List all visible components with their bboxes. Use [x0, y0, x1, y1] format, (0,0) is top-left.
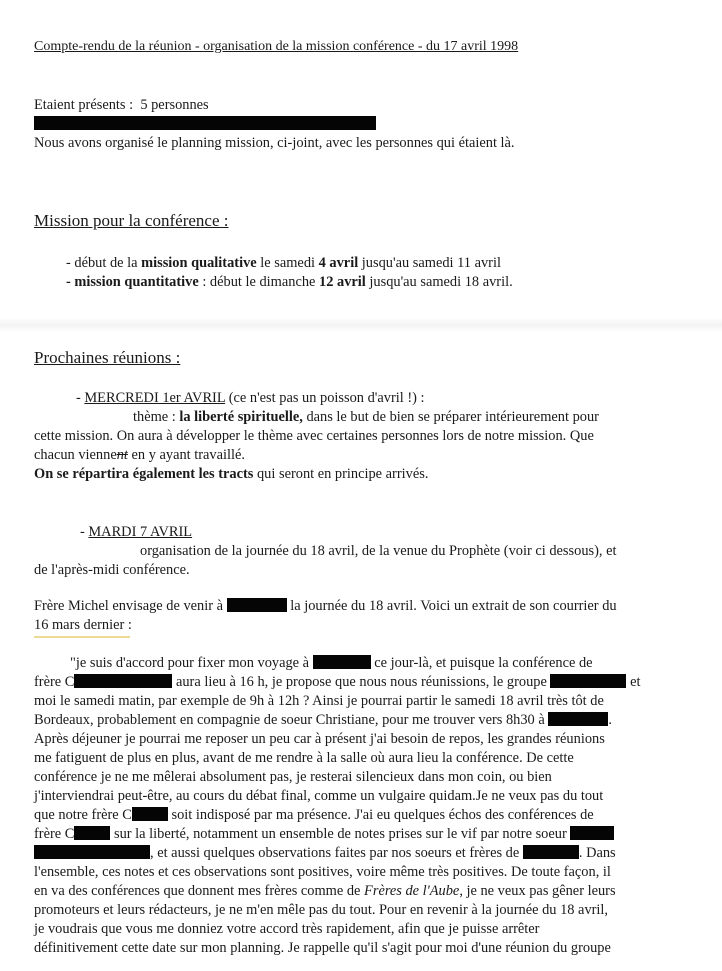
text-span: - [80, 524, 89, 540]
redacted-name [570, 826, 614, 840]
quote-line: je voudrais que vous me donniez votre accord très rapidement, afin que je puisse arrêter [34, 921, 540, 937]
quote-line: définitivement cette date sur mon planning. Je rappelle qu'il s'agit pour moi d'une réunion du groupe [34, 940, 611, 956]
redacted-name [74, 826, 110, 840]
quote-line: conférence je ne me mêlerai absolument pas, je resterai silencieux dans mon coin, ou bien [34, 769, 552, 785]
text-span: jusqu'au samedi 11 avril [358, 255, 501, 271]
text-span: , je ne veux pas gêner leurs [459, 883, 616, 899]
text-span: le samedi [256, 255, 319, 271]
mission-qualitative-date: 4 avril [318, 255, 359, 271]
text-span: - [76, 390, 85, 406]
text-span: . Dans [578, 845, 616, 861]
theme-name: la liberté spirituelle, [179, 409, 303, 425]
text-span: sur la liberté, notamment un ensemble de notes prises sur le vif par notre soeur [113, 826, 567, 842]
text-span: la journée du 18 avril. Voici un extrait de son courrier du [290, 598, 617, 614]
attendees-line [34, 96, 209, 114]
text-span: thème : [133, 409, 180, 425]
text-span: - début de la [66, 255, 142, 271]
text-span: , et aussi quelques observations faites par nos soeurs et frères de [150, 845, 520, 861]
mission-quantitative-date: 12 avril [319, 274, 366, 290]
text-span: : début le dimanche [198, 274, 320, 290]
quote-line [34, 825, 614, 843]
quote-line [34, 711, 612, 729]
quote-line [34, 882, 616, 900]
attendees-count: 5 personnes [140, 97, 209, 113]
attendees-label: Etaient présents : [34, 97, 134, 113]
text-span: aura lieu à 16 h, je propose que nous nous réunissions, le groupe [175, 674, 547, 690]
text-span: chacun vienne [34, 447, 117, 463]
publication-title: Frères de l'Aube [364, 883, 460, 899]
quote-line: j'interviendrai peut-être, au cours du débat final, comme un vulgaire quidam.Je ne veux pas du tout [34, 788, 604, 804]
quote-line: me fatiguent de plus en plus, avant de me rendre à la salle où aura lieu la conférence. De cette [34, 750, 574, 766]
quote-line [34, 806, 594, 824]
tuesday-text-line: de l'après-midi conférence. [34, 562, 190, 578]
tracts-label: On se répartira également les tracts [34, 466, 254, 482]
quote-line [34, 844, 616, 862]
text-span: frère C [34, 826, 75, 842]
text-span: "je suis d'accord pour fixer mon voyage à [70, 655, 310, 671]
wednesday-text-line [34, 446, 245, 464]
text-span: en va des conférences que donnent mes frères comme de [34, 883, 365, 899]
text-span: frère C [34, 674, 75, 690]
wednesday-text-line: cette mission. On aura à développer le thème avec certaines personnes lors de notre mission. Que [34, 428, 594, 444]
text-span: Bordeaux, probablement en compagnie de soeur Christiane, pour me trouver vers 8h30 à [34, 712, 545, 728]
wednesday-theme-line [133, 408, 599, 426]
mission-quantitative-line [66, 273, 513, 291]
redacted-name [74, 674, 172, 688]
quote-line: l'ensemble, ces notes et ces observations sont positives, voire même très positives. De toute façon, il [34, 864, 611, 880]
text-span: que notre frère C [34, 807, 132, 823]
meetings-heading: Prochaines réunions : [34, 348, 181, 367]
frere-michel-line [34, 597, 617, 615]
quote-line: Après déjeuner je pourrai me reposer un peu car à présent j'ai besoin de repos, les grandes réunions [34, 731, 605, 747]
text-span: qui seront en principe arrivés. [253, 466, 429, 482]
text-span: en y ayant travaillé. [127, 447, 245, 463]
text-span: ce jour-là, et puisque la conférence de [374, 655, 593, 671]
text-span: dans le but de bien se préparer intérieurement pour [302, 409, 599, 425]
redacted-attendee-names [34, 116, 376, 130]
mission-quantitative-label: - mission quantitative [66, 274, 199, 290]
planning-sentence: Nous avons organisé le planning mission, ci-joint, avec les personnes qui étaient là. [34, 135, 515, 151]
document-title: Compte-rendu de la réunion - organisation de la mission conférence - du 17 avril 1998 [34, 39, 519, 54]
redacted-group [550, 674, 626, 688]
wednesday-meeting-line [76, 389, 425, 407]
mission-heading: Mission pour la conférence : [34, 211, 229, 230]
text-span: jusqu'au samedi 18 avril. [365, 274, 513, 290]
text-span: soit indisposé par ma présence. J'ai eu quelques échos des conférences de [171, 807, 594, 823]
highlighter-mark [34, 636, 130, 638]
handwritten-correction: nt [116, 447, 128, 463]
redacted-place [227, 598, 287, 612]
redacted-name [34, 845, 150, 859]
tracts-line [34, 465, 428, 483]
redacted-place [523, 845, 579, 859]
redacted-place [548, 712, 608, 726]
mission-qualitative-label: mission qualitative [141, 255, 257, 271]
letter-date-line: 16 mars dernier : [34, 617, 132, 633]
redacted-place [313, 655, 371, 669]
page-fold [0, 318, 722, 332]
quote-line [34, 673, 640, 691]
text-span: . [608, 712, 612, 728]
mission-qualitative-line [66, 254, 501, 272]
wednesday-date: MERCREDI 1er AVRIL [84, 390, 226, 406]
text-span: et [630, 674, 641, 690]
quote-line: promoteurs et leurs rédacteurs, je ne m'en mêle pas du tout. Pour en revenir à la journée du 18 avril, [34, 902, 609, 918]
tuesday-meeting-line [80, 523, 192, 541]
text-span: (ce n'est pas un poisson d'avril !) : [225, 390, 425, 406]
quote-line: moi le samedi matin, par exemple de 9h à 12h ? Ainsi je pourrai partir le samedi 18 avril très tôt de [34, 693, 604, 709]
tuesday-date: MARDI 7 AVRIL [88, 524, 193, 540]
tuesday-text-line: organisation de la journée du 18 avril, de la venue du Prophète (voir ci dessous), et [140, 543, 617, 559]
redacted-name [132, 807, 168, 821]
text-span: Frère Michel envisage de venir à [34, 598, 223, 614]
quote-line [70, 654, 593, 672]
